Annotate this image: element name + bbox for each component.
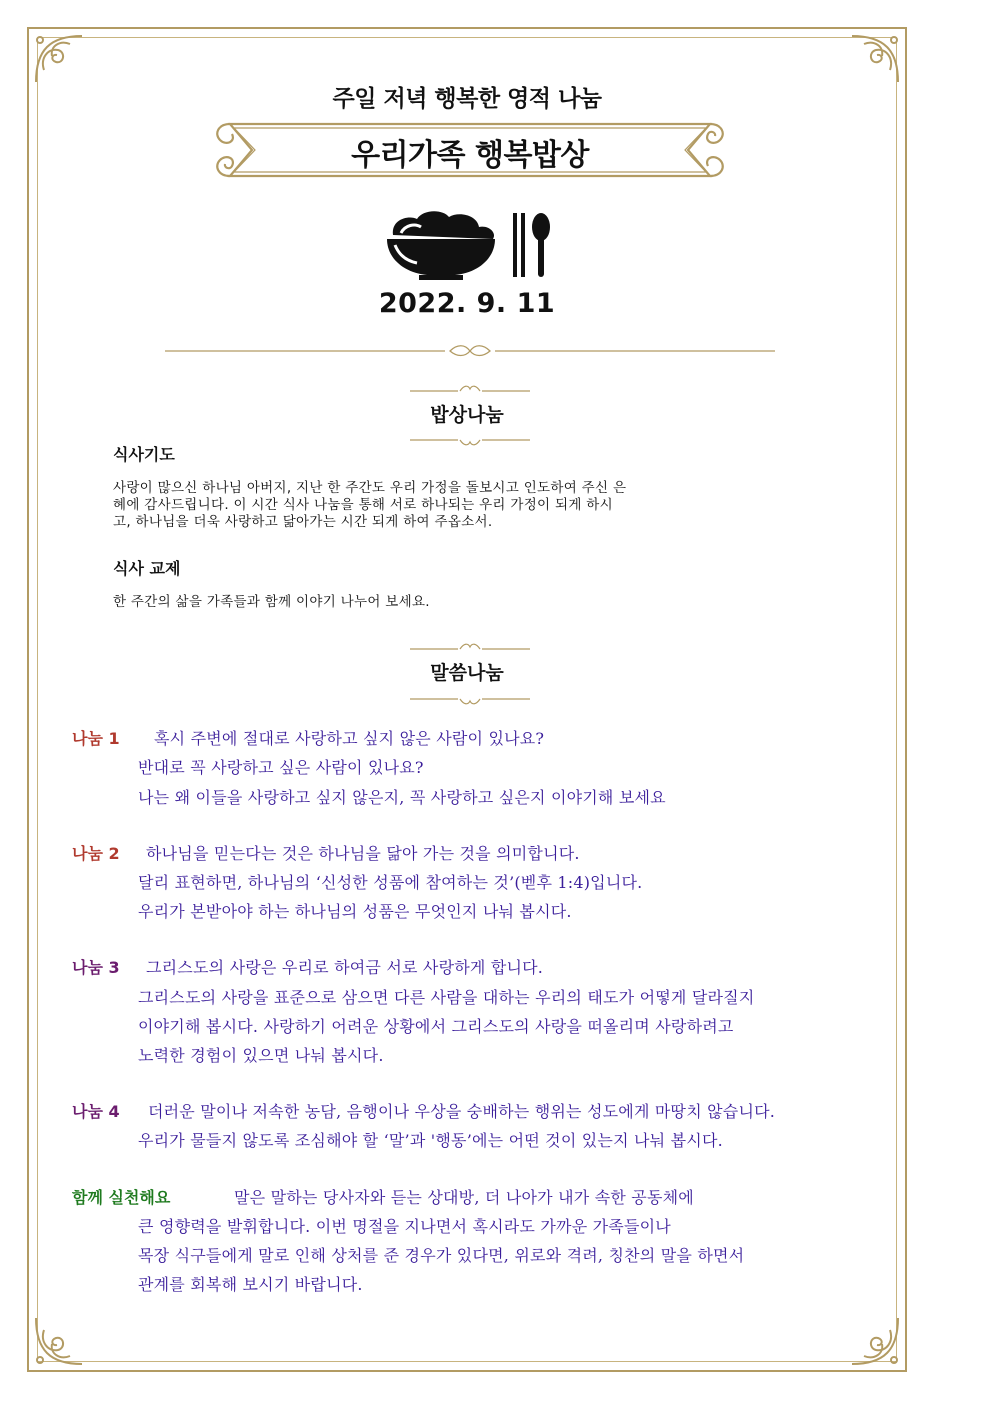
corner-ornament-icon [30, 1310, 90, 1370]
chopsticks-icon [513, 213, 525, 277]
sharing-3-line: 그리스도의 사랑을 표준으로 삼으면 다른 사람을 대하는 우리의 태도가 어떻게 달라질지 [138, 988, 755, 1007]
title-banner [210, 118, 730, 182]
sharing-2-line: 우리가 본받아야 하는 하나님의 성품은 무엇인지 나눠 봅시다. [138, 902, 572, 921]
prayer-line: 사랑이 많으신 하나님 아버지, 지난 한 주간도 우리 가정을 돌보시고 인도하여 주신 은 [113, 480, 627, 496]
page-subtitle: 주일 저녁 행복한 영적 나눔 [332, 86, 602, 112]
practice-line: 큰 영향력을 발휘합니다. 이번 명절을 지나면서 혹시라도 가까운 가족들이나 [138, 1217, 671, 1236]
prayer-text [113, 480, 823, 531]
ornamental-divider [165, 342, 775, 358]
sharing-1-line: 반대로 꼭 사랑하고 싶은 사람이 있나요? [138, 758, 424, 777]
sharing-4-label: 나눔 4 [72, 1102, 120, 1121]
practice-line: 관계를 회복해 보시기 바랍니다. [138, 1275, 363, 1294]
practice-line: 말은 말하는 당사자와 듣는 상대방, 더 나아가 내가 속한 공동체에 [234, 1188, 694, 1207]
sharing-3-label: 나눔 3 [72, 958, 120, 977]
rice-bowl-icon [387, 211, 495, 280]
sharing-3-line: 노력한 경험이 있으면 나눠 봅시다. [138, 1046, 384, 1065]
meal-icon-group [385, 205, 555, 285]
section-ornament-bottom [410, 433, 530, 445]
spoon-icon [532, 213, 550, 277]
section-ornament-bottom [410, 692, 530, 704]
practice-line: 목장 식구들에게 말로 인해 상처를 준 경우가 있다면, 위로와 격려, 칭찬의 말을 하면서 [138, 1246, 745, 1265]
sharing-3-line: 이야기해 봅시다. 사랑하기 어려운 상황에서 그리스도의 사랑을 떠올리며 사랑하려고 [138, 1017, 734, 1036]
sharing-3-line: 그리스도의 사랑은 우리로 하여금 서로 사랑하게 합니다. [146, 958, 544, 977]
sharing-2-line: 하나님을 믿는다는 것은 하나님을 닮아 가는 것을 의미합니다. [146, 844, 580, 863]
sharing-4-line: 우리가 물들지 않도록 조심해야 할 ‘말’과 '행동’에는 어떤 것이 있는지 나눠 봅시다. [138, 1131, 723, 1150]
prayer-line: 고, 하나님을 더욱 사랑하고 닮아가는 시간 되게 하여 주옵소서. [113, 514, 493, 530]
sharing-1-line: 나는 왜 이들을 사랑하고 싶지 않은지, 꼭 사랑하고 싶은지 이야기해 보세요 [138, 788, 666, 807]
page-title: 우리가족 행복밥상 [351, 138, 589, 173]
prayer-heading: 식사기도 [113, 445, 175, 464]
sharing-2-label: 나눔 2 [72, 844, 120, 863]
section-ornament-top [410, 380, 530, 392]
word-section-title: 말씀나눔 [430, 662, 504, 684]
fellowship-text: 한 주간의 삶을 가족들과 함께 이야기 나누어 보세요. [113, 594, 430, 610]
sharing-2-line: 달리 표현하면, 하나님의 ‘신성한 성품에 참여하는 것’(벧후 1:4)입니다. [138, 873, 643, 892]
practice-label: 함께 실천해요 [72, 1188, 171, 1207]
prayer-line: 혜에 감사드립니다. 이 시간 식사 나눔을 통해 서로 하나되는 우리 가정이 되게 하시 [113, 497, 613, 513]
sharing-1-label: 나눔 1 [72, 729, 120, 748]
sharing-1-line: 혹시 주변에 절대로 사랑하고 싶지 않은 사람이 있나요? [154, 729, 545, 748]
section-ornament-top [410, 638, 530, 650]
fellowship-heading: 식사 교제 [113, 559, 181, 578]
sharing-4-line: 더러운 말이나 저속한 농담, 음행이나 우상을 숭배하는 행위는 성도에게 마땅치 않습니다. [148, 1102, 776, 1121]
corner-ornament-icon [844, 1310, 904, 1370]
meal-section-title: 밥상나눔 [430, 404, 504, 426]
page-date: 2022. 9. 11 [378, 288, 556, 319]
